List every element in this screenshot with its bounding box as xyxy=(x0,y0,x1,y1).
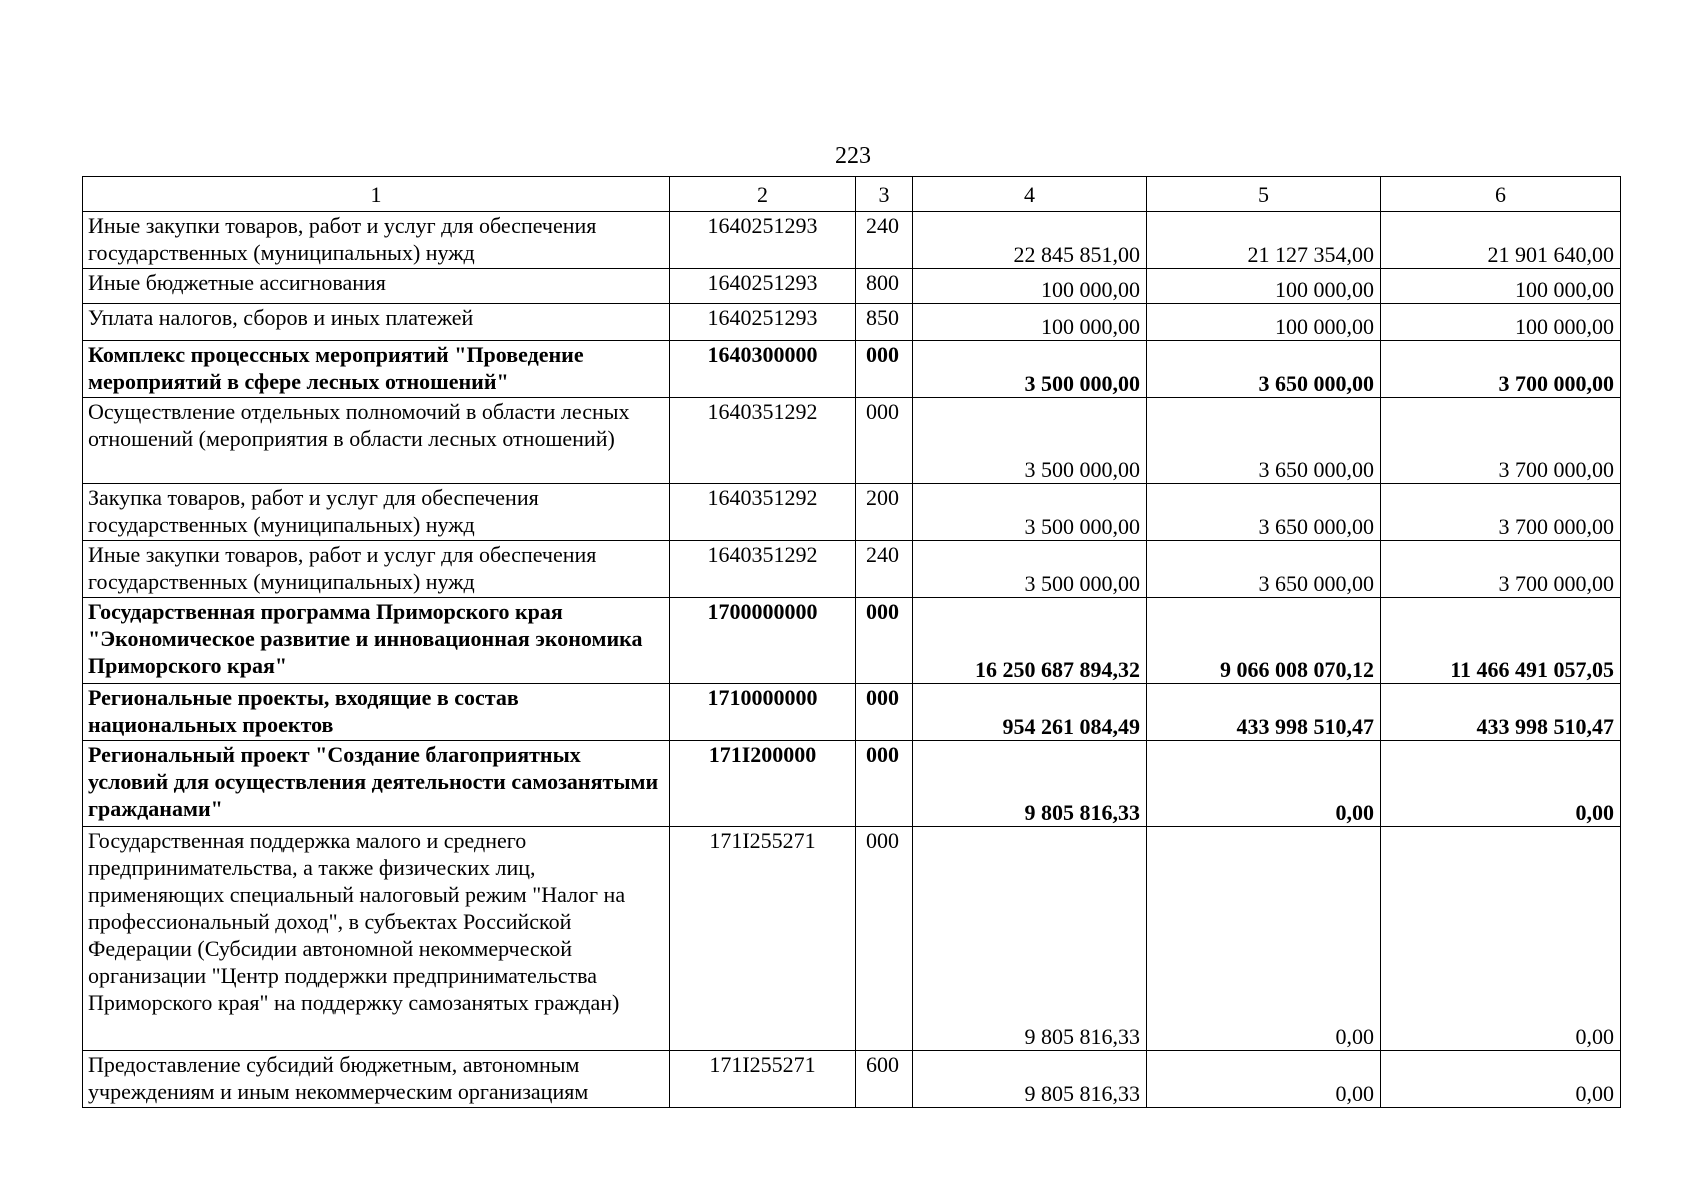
row-value-col6: 11 466 491 057,05 xyxy=(1381,598,1621,684)
row-value-col5: 21 127 354,00 xyxy=(1147,212,1381,269)
header-col-3: 3 xyxy=(856,177,913,212)
row-value-col5: 3 650 000,00 xyxy=(1147,541,1381,598)
row-value-col4: 100 000,00 xyxy=(913,269,1147,304)
row-type: 240 xyxy=(856,212,913,269)
page-number: 223 xyxy=(835,143,871,169)
row-code: 1640351292 xyxy=(670,484,856,541)
row-name: Закупка товаров, работ и услуг для обеспечения государственных (муниципальных) нужд xyxy=(83,484,670,541)
row-value-col5: 0,00 xyxy=(1147,1051,1381,1108)
row-name: Государственная поддержка малого и среднего предпринимательства, а также физических лиц, применяющих специальный налоговый режим "Налог на профессиональный доход", в субъектах Российской Федерации (Субсидии автономной некоммерческой организации "Центр поддержки предпринимательства Приморского края" на поддержку самозанятых граждан) xyxy=(83,827,670,1051)
row-value-col6: 3 700 000,00 xyxy=(1381,341,1621,398)
row-type: 240 xyxy=(856,541,913,598)
row-value-col5: 0,00 xyxy=(1147,827,1381,1051)
row-value-col6: 3 700 000,00 xyxy=(1381,484,1621,541)
row-type: 000 xyxy=(856,341,913,398)
row-name: Региональные проекты, входящие в состав национальных проектов xyxy=(83,684,670,741)
row-value-col6: 100 000,00 xyxy=(1381,304,1621,341)
row-value-col6: 21 901 640,00 xyxy=(1381,212,1621,269)
row-value-col4: 22 845 851,00 xyxy=(913,212,1147,269)
table-row xyxy=(83,304,1621,341)
row-value-col5: 3 650 000,00 xyxy=(1147,398,1381,484)
row-value-col5: 433 998 510,47 xyxy=(1147,684,1381,741)
row-code: 171I200000 xyxy=(670,741,856,827)
row-type: 850 xyxy=(856,304,913,341)
row-code: 1700000000 xyxy=(670,598,856,684)
row-name: Иные закупки товаров, работ и услуг для обеспечения государственных (муниципальных) нужд xyxy=(83,541,670,598)
table-row xyxy=(83,598,1621,684)
row-value-col4: 9 805 816,33 xyxy=(913,827,1147,1051)
row-value-col5: 0,00 xyxy=(1147,741,1381,827)
row-value-col4: 16 250 687 894,32 xyxy=(913,598,1147,684)
row-type: 000 xyxy=(856,398,913,484)
table-row xyxy=(83,741,1621,827)
row-name: Государственная программа Приморского края "Экономическое развитие и инновационная экономика Приморского края" xyxy=(83,598,670,684)
row-code: 171I255271 xyxy=(670,1051,856,1108)
row-value-col4: 9 805 816,33 xyxy=(913,741,1147,827)
header-col-6: 6 xyxy=(1381,177,1621,212)
row-type: 000 xyxy=(856,741,913,827)
row-type: 000 xyxy=(856,827,913,1051)
row-name: Осуществление отдельных полномочий в области лесных отношений (мероприятия в области лесных отношений) xyxy=(83,398,670,484)
row-type: 800 xyxy=(856,269,913,304)
row-value-col5: 9 066 008 070,12 xyxy=(1147,598,1381,684)
table-row xyxy=(83,684,1621,741)
row-value-col5: 100 000,00 xyxy=(1147,304,1381,341)
header-col-2: 2 xyxy=(670,177,856,212)
row-value-col5: 3 650 000,00 xyxy=(1147,484,1381,541)
table-row xyxy=(83,341,1621,398)
header-col-1: 1 xyxy=(83,177,670,212)
row-value-col6: 433 998 510,47 xyxy=(1381,684,1621,741)
table-row xyxy=(83,269,1621,304)
table-row xyxy=(83,541,1621,598)
row-code: 171I255271 xyxy=(670,827,856,1051)
row-value-col6: 3 700 000,00 xyxy=(1381,541,1621,598)
row-code: 1640251293 xyxy=(670,212,856,269)
table-body xyxy=(83,212,1621,1108)
row-name: Комплекс процессных мероприятий "Проведение мероприятий в сфере лесных отношений" xyxy=(83,341,670,398)
row-value-col5: 3 650 000,00 xyxy=(1147,341,1381,398)
row-code: 1640300000 xyxy=(670,341,856,398)
row-name: Региональный проект "Создание благоприятных условий для осуществления деятельности самозанятыми гражданами" xyxy=(83,741,670,827)
table-row xyxy=(83,1051,1621,1108)
row-type: 000 xyxy=(856,598,913,684)
row-value-col6: 3 700 000,00 xyxy=(1381,398,1621,484)
row-value-col4: 3 500 000,00 xyxy=(913,541,1147,598)
row-value-col5: 100 000,00 xyxy=(1147,269,1381,304)
table-row xyxy=(83,398,1621,484)
row-name: Иные закупки товаров, работ и услуг для обеспечения государственных (муниципальных) нужд xyxy=(83,212,670,269)
row-value-col6: 0,00 xyxy=(1381,1051,1621,1108)
header-col-5: 5 xyxy=(1147,177,1381,212)
table-header xyxy=(83,177,1621,212)
row-code: 1640251293 xyxy=(670,269,856,304)
row-value-col4: 3 500 000,00 xyxy=(913,341,1147,398)
table-row xyxy=(83,827,1621,1051)
row-value-col4: 3 500 000,00 xyxy=(913,398,1147,484)
row-type: 200 xyxy=(856,484,913,541)
row-code: 1710000000 xyxy=(670,684,856,741)
row-code: 1640351292 xyxy=(670,541,856,598)
row-code: 1640351292 xyxy=(670,398,856,484)
row-type: 000 xyxy=(856,684,913,741)
row-name: Уплата налогов, сборов и иных платежей xyxy=(83,304,670,341)
row-value-col6: 0,00 xyxy=(1381,741,1621,827)
row-type: 600 xyxy=(856,1051,913,1108)
header-col-4: 4 xyxy=(913,177,1147,212)
row-value-col4: 954 261 084,49 xyxy=(913,684,1147,741)
row-name: Иные бюджетные ассигнования xyxy=(83,269,670,304)
row-code: 1640251293 xyxy=(670,304,856,341)
row-value-col4: 9 805 816,33 xyxy=(913,1051,1147,1108)
table-row xyxy=(83,212,1621,269)
row-value-col4: 3 500 000,00 xyxy=(913,484,1147,541)
budget-table xyxy=(82,176,1621,1108)
row-value-col4: 100 000,00 xyxy=(913,304,1147,341)
header-row xyxy=(83,177,1621,212)
row-value-col6: 0,00 xyxy=(1381,827,1621,1051)
table-row xyxy=(83,484,1621,541)
row-name: Предоставление субсидий бюджетным, автономным учреждениям и иным некоммерческим организациям xyxy=(83,1051,670,1108)
row-value-col6: 100 000,00 xyxy=(1381,269,1621,304)
